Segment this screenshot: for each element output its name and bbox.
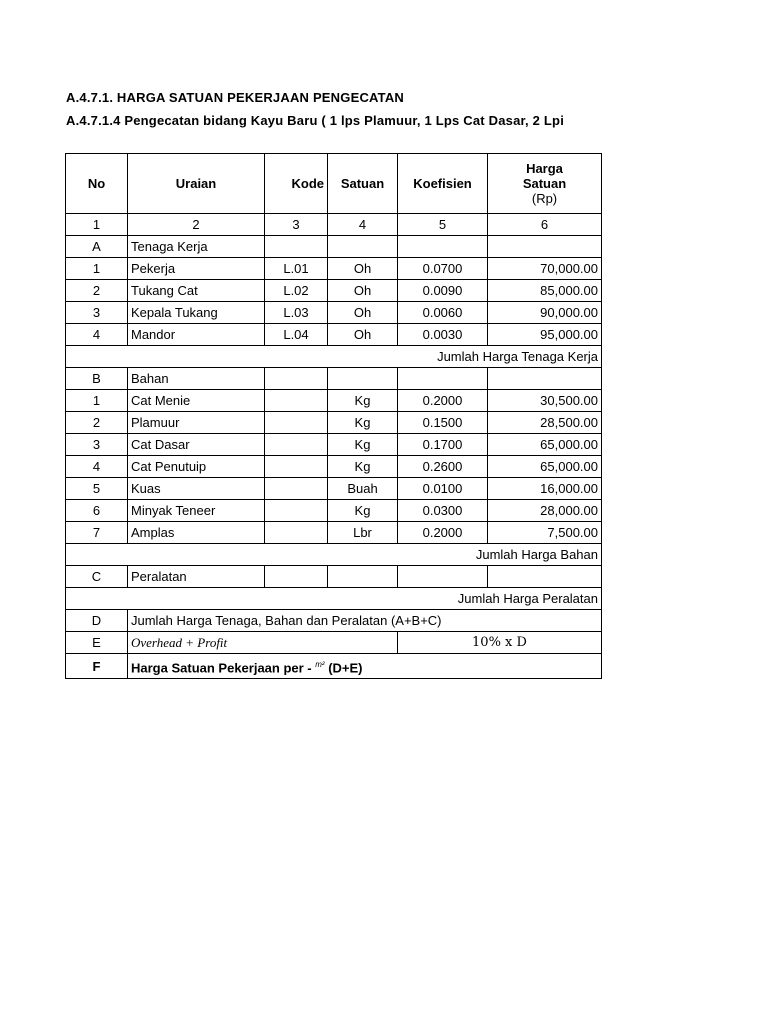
table-row (66, 280, 602, 302)
cell-no: 1 (66, 258, 128, 280)
row-d-label: Jumlah Harga Tenaga, Bahan dan Peralatan (A+B+C) (128, 610, 602, 632)
cell-satuan: Kg (328, 390, 398, 412)
cell-uraian: Cat Penutuip (128, 456, 265, 478)
header-harga-line2: Satuan (522, 176, 567, 191)
cell-harga: 65,000.00 (488, 456, 602, 478)
section-code: A (66, 236, 128, 258)
table-row (66, 434, 602, 456)
cell-koefisien: 0.1700 (398, 434, 488, 456)
cell-uraian: Mandor (128, 324, 265, 346)
cell-satuan: Oh (328, 324, 398, 346)
cell-harga: 95,000.00 (488, 324, 602, 346)
cell-kode: L.04 (265, 324, 328, 346)
cell-harga: 70,000.00 (488, 258, 602, 280)
table-row (66, 390, 602, 412)
cell-no: 3 (66, 434, 128, 456)
cell-kode (265, 434, 328, 456)
table-row (66, 478, 602, 500)
section-label: Tenaga Kerja (128, 236, 265, 258)
cell-koefisien: 0.0090 (398, 280, 488, 302)
cell-koefisien: 0.0100 (398, 478, 488, 500)
cell-no: 7 (66, 522, 128, 544)
row-f-unit: m² (315, 660, 325, 669)
cell-satuan: Kg (328, 456, 398, 478)
cell-uraian: Plamuur (128, 412, 265, 434)
cell-koefisien: 0.0700 (398, 258, 488, 280)
header-uraian: Uraian (128, 154, 265, 214)
section-a-header (66, 236, 602, 258)
cell-kode: L.01 (265, 258, 328, 280)
cell-uraian: Minyak Teneer (128, 500, 265, 522)
col-number: 4 (328, 214, 398, 236)
cell-no: 4 (66, 456, 128, 478)
col-number: 3 (265, 214, 328, 236)
cell-satuan: Kg (328, 434, 398, 456)
cell-no: 3 (66, 302, 128, 324)
row-f-label-post: (D+E) (324, 660, 363, 676)
cell-kode: L.02 (265, 280, 328, 302)
table-row (66, 522, 602, 544)
col-number: 1 (66, 214, 128, 236)
cell-uraian: Pekerja (128, 258, 265, 280)
row-code: E (66, 632, 128, 654)
cell-koefisien: 0.0300 (398, 500, 488, 522)
header-satuan: Satuan (328, 154, 398, 214)
cell-harga: 28,000.00 (488, 500, 602, 522)
row-e-label: Overhead + Profit (128, 632, 398, 654)
table-row (66, 500, 602, 522)
cell-uraian: Cat Menie (128, 390, 265, 412)
cell-kode (265, 500, 328, 522)
section-title: A.4.7.1. HARGA SATUAN PEKERJAAN PENGECATAN (66, 90, 405, 105)
row-f (66, 654, 602, 679)
row-d (66, 610, 602, 632)
cell-kode (265, 522, 328, 544)
total-label: Jumlah Harga Bahan (66, 544, 602, 566)
cell-harga: 30,500.00 (488, 390, 602, 412)
section-c-total-row (66, 588, 602, 610)
cell-no: 5 (66, 478, 128, 500)
section-label: Bahan (128, 368, 265, 390)
section-code: C (66, 566, 128, 588)
cell-koefisien: 0.1500 (398, 412, 488, 434)
section-code: B (66, 368, 128, 390)
col-number: 6 (488, 214, 602, 236)
row-e (66, 632, 602, 654)
cell-kode (265, 412, 328, 434)
cell-no: 4 (66, 324, 128, 346)
cell-koefisien: 0.0030 (398, 324, 488, 346)
header-harga-satuan (488, 154, 602, 214)
row-f-label (128, 654, 602, 679)
column-number-row (66, 214, 602, 236)
total-label: Jumlah Harga Peralatan (66, 588, 602, 610)
table-row (66, 456, 602, 478)
section-b-total-row (66, 544, 602, 566)
cell-satuan: Kg (328, 412, 398, 434)
row-code: D (66, 610, 128, 632)
header-harga-line3: (Rp) (531, 191, 558, 206)
header-no: No (66, 154, 128, 214)
cell-satuan: Oh (328, 258, 398, 280)
cell-no: 6 (66, 500, 128, 522)
cell-harga: 65,000.00 (488, 434, 602, 456)
table-row (66, 412, 602, 434)
cell-no: 1 (66, 390, 128, 412)
cell-uraian: Cat Dasar (128, 434, 265, 456)
header-koefisien: Koefisien (398, 154, 488, 214)
col-number: 2 (128, 214, 265, 236)
table-row (66, 324, 602, 346)
cell-no: 2 (66, 412, 128, 434)
header-harga-line1: Harga (526, 161, 563, 176)
cell-harga: 7,500.00 (488, 522, 602, 544)
header-kode: Kode (265, 154, 328, 214)
cell-koefisien: 0.2600 (398, 456, 488, 478)
col-number: 5 (398, 214, 488, 236)
cell-satuan: Oh (328, 302, 398, 324)
table-row (66, 302, 602, 324)
cell-koefisien: 0.0060 (398, 302, 488, 324)
cell-no: 2 (66, 280, 128, 302)
cell-harga: 90,000.00 (488, 302, 602, 324)
total-label: Jumlah Harga Tenaga Kerja (66, 346, 602, 368)
row-code: F (66, 654, 128, 679)
cell-satuan: Kg (328, 500, 398, 522)
subsection-title: A.4.7.1.4 Pengecatan bidang Kayu Baru ( 1 lps Plamuur, 1 Lps Cat Dasar, 2 Lpi (66, 113, 564, 128)
cell-harga: 85,000.00 (488, 280, 602, 302)
header-row (66, 154, 602, 214)
cell-kode (265, 390, 328, 412)
cell-kode (265, 456, 328, 478)
row-f-label-pre: Harga Satuan Pekerjaan per - (131, 660, 316, 676)
cell-harga: 16,000.00 (488, 478, 602, 500)
cell-uraian: Kepala Tukang (128, 302, 265, 324)
cell-koefisien: 0.2000 (398, 522, 488, 544)
cell-kode (265, 478, 328, 500)
cell-kode: L.03 (265, 302, 328, 324)
section-b-header (66, 368, 602, 390)
cell-uraian: Amplas (128, 522, 265, 544)
cell-satuan: Oh (328, 280, 398, 302)
cell-satuan: Lbr (328, 522, 398, 544)
cell-koefisien: 0.2000 (398, 390, 488, 412)
cell-uraian: Kuas (128, 478, 265, 500)
table-row (66, 258, 602, 280)
cell-uraian: Tukang Cat (128, 280, 265, 302)
section-a-total-row (66, 346, 602, 368)
unit-price-table (65, 153, 602, 679)
section-label: Peralatan (128, 566, 265, 588)
row-e-value: 10% x D (398, 632, 602, 654)
section-c-header (66, 566, 602, 588)
cell-satuan: Buah (328, 478, 398, 500)
cell-harga: 28,500.00 (488, 412, 602, 434)
